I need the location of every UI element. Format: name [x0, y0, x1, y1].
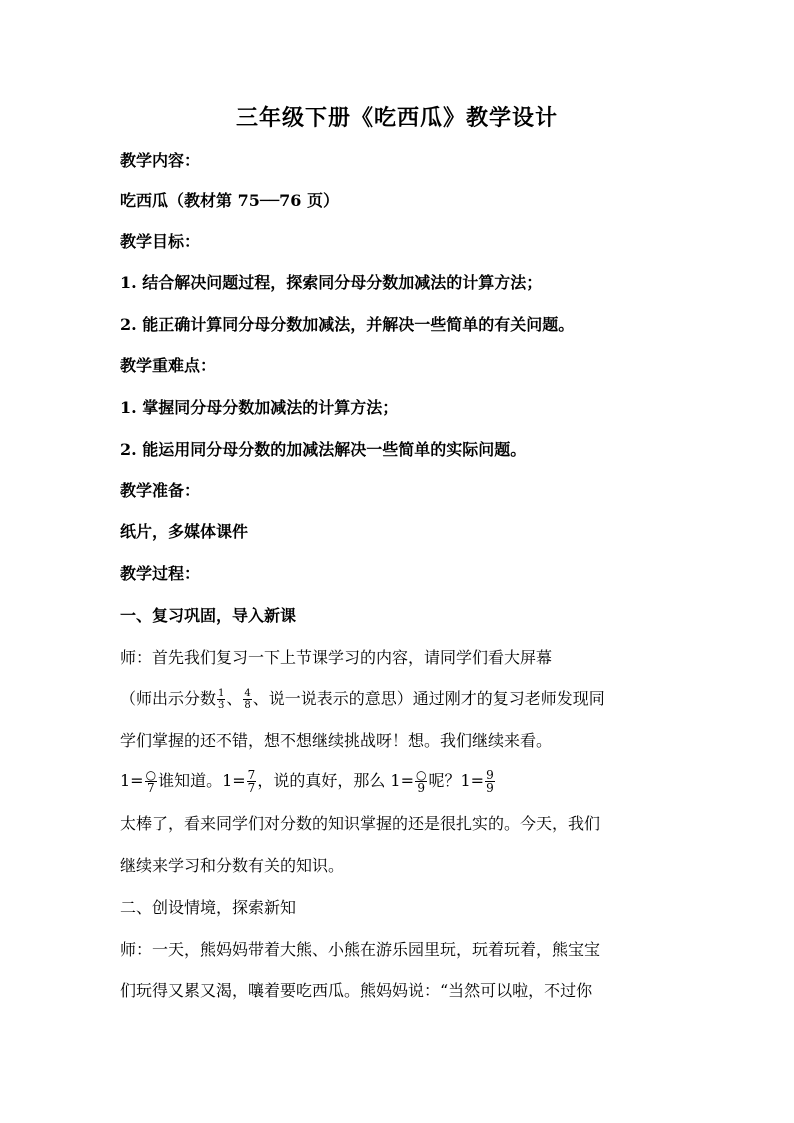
heading-teaching-goals: 教学目标： [120, 232, 201, 251]
fraction-four-eighths: $\frac{4}{8}$ [244, 688, 251, 711]
fraction-nine-ninths: $\frac{9}{9}$ [486, 768, 494, 795]
heading-teaching-content: 教学内容： [120, 151, 201, 170]
text-segment: ，说的真好，那么 1= [257, 771, 414, 790]
paragraph-continue: 继续来学习和分数有关的知识。 [120, 856, 345, 875]
goal-item-2: 2. 能正确计算同分母分数加减法，并解决一些简单的有关问题。 [120, 315, 575, 334]
fraction-one-third: $\frac{1}{3}$ [218, 688, 225, 711]
heading-key-points: 教学重难点： [120, 356, 217, 375]
text-segment: 1= [120, 771, 144, 790]
paragraph-fraction-equations [120, 768, 690, 794]
heading-process: 教学过程： [120, 564, 201, 583]
paragraph-show-fractions [120, 686, 690, 712]
section-heading-2: 二、创设情境，探索新知 [120, 898, 297, 917]
key-point-item-1: 1. 掌握同分母分数加减法的计算方法； [120, 398, 399, 417]
fraction-seven-sevenths: $\frac{7}{7}$ [247, 768, 256, 795]
goal-item-1: 1. 结合解决问题过程，探索同分母分数加减法的计算方法； [120, 273, 543, 292]
paragraph-review-intro: 师：首先我们复习一下上节课学习的内容，请同学们看大屏幕 [120, 648, 553, 667]
text-segment: 、说一说表示的意思）通过刚才的复习老师发现同 [252, 689, 605, 708]
section-heading-1: 一、复习巩固，导入新课 [120, 606, 297, 625]
paragraph-praise: 太棒了，看来同学们对分数的知识掌握的还是很扎实的。今天，我们 [120, 814, 601, 833]
heading-preparation: 教学准备： [120, 481, 201, 500]
paragraph-materials: 纸片，多媒体课件 [120, 522, 249, 541]
text-segment: 谁知道。1= [158, 771, 246, 790]
text-segment: （师出示分数 [120, 689, 217, 708]
paragraph-story-1: 师：一天，熊妈妈带着大熊、小熊在游乐园里玩，玩着玩着，熊宝宝 [120, 940, 601, 959]
text-segment: 、 [226, 689, 243, 708]
paragraph-lesson-name: 吃西瓜（教材第 75──76 页） [120, 191, 339, 210]
paragraph-challenge: 学们掌握的还不错，想不想继续挑战呀！想。我们继续来看。 [120, 731, 553, 750]
key-point-item-2: 2. 能运用同分母分数的加减法解决一些简单的实际问题。 [120, 440, 527, 459]
fraction-blank-over-seven: $\frac{○}{7}$ [145, 768, 157, 795]
document-title: 三年级下册《吃西瓜》教学设计 [235, 105, 558, 131]
fraction-blank-over-nine: $\frac{○}{9}$ [416, 768, 427, 795]
text-segment: 呢？1= [428, 771, 485, 790]
paragraph-story-2: 们玩得又累又渴，嚷着要吃西瓜。熊妈妈说：“当然可以啦，不过你 [120, 981, 593, 1000]
